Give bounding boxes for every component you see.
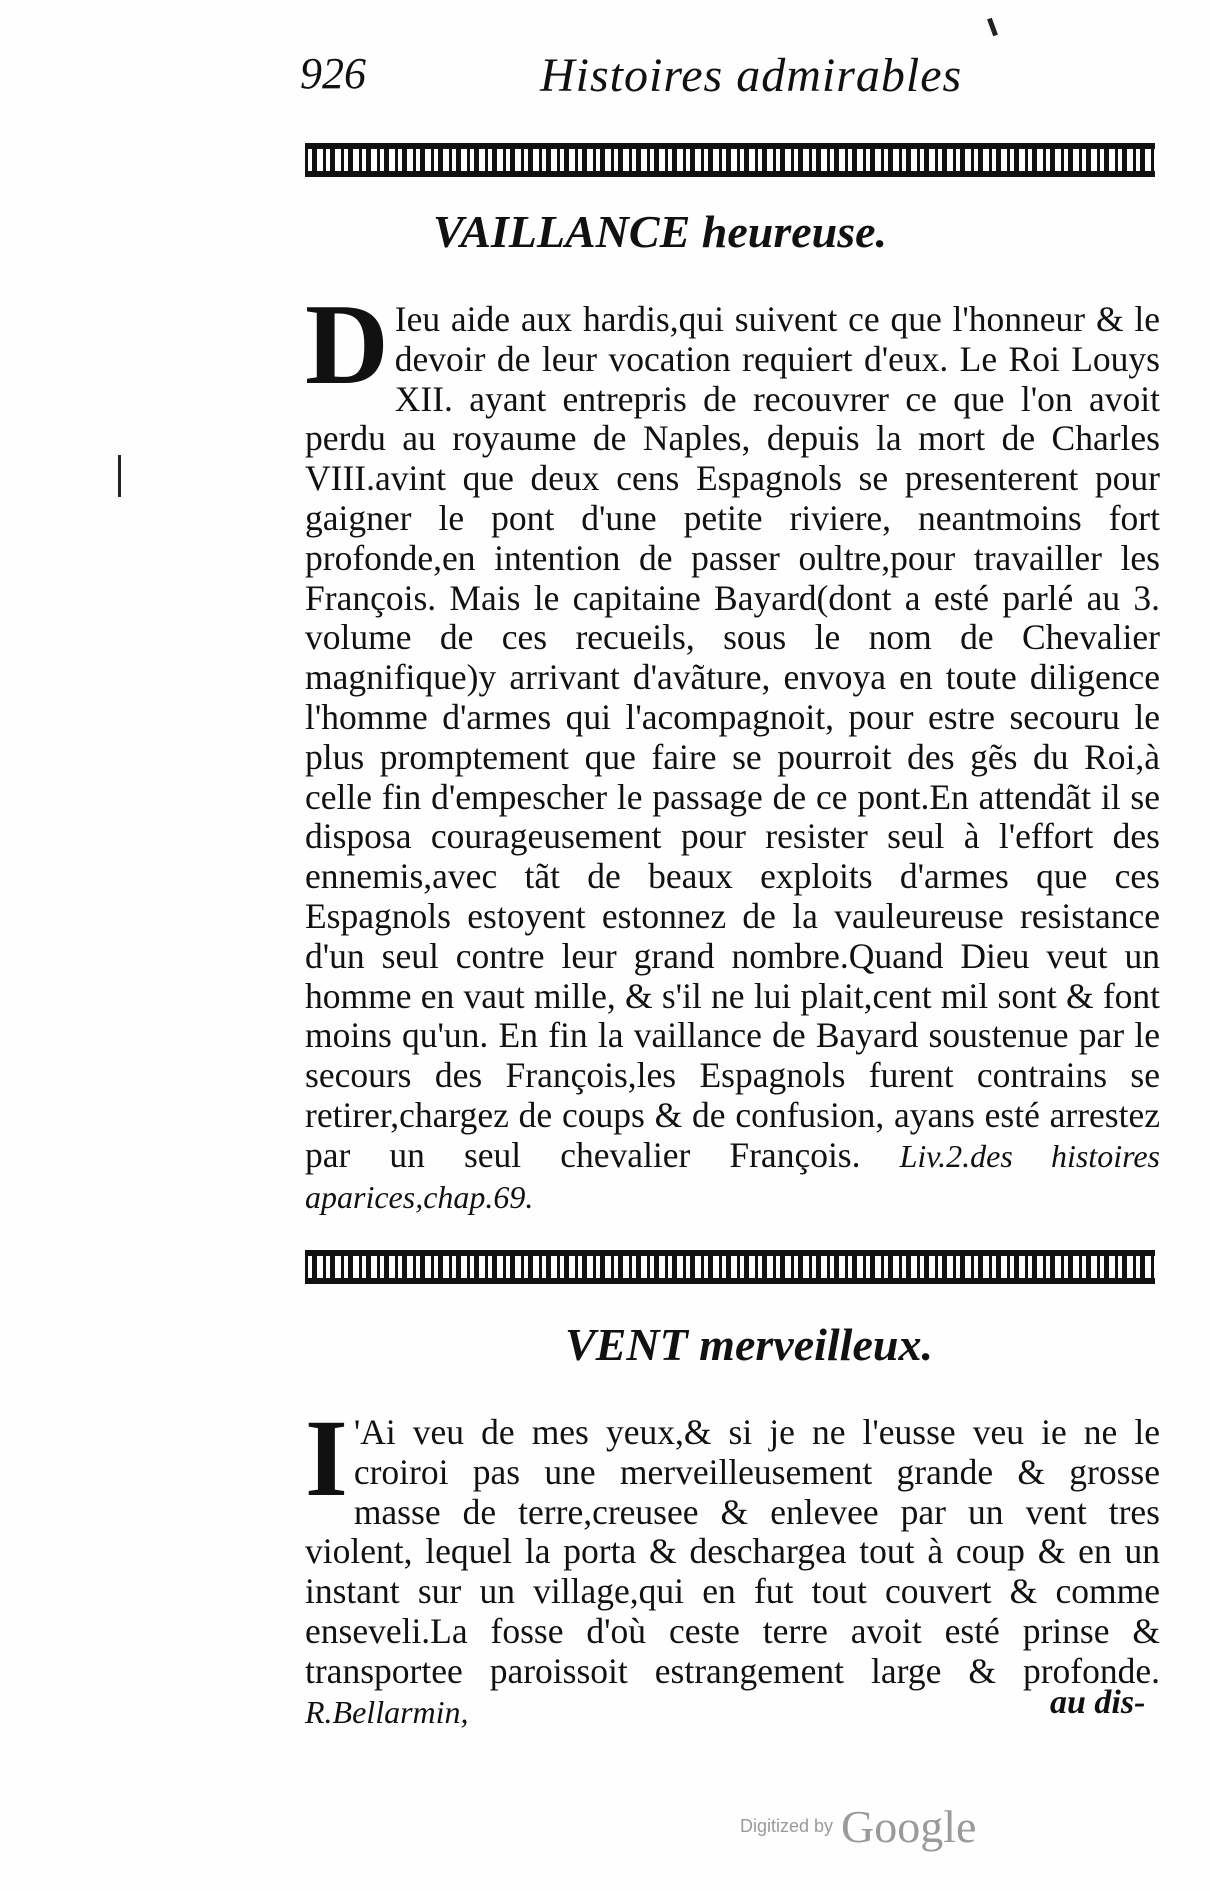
watermark-digitized-text: Digitized by — [740, 1816, 834, 1836]
catchword: au dis- — [1050, 1684, 1146, 1721]
citation: Liv.2.des histoires aparices,chap.69. — [305, 1137, 1161, 1215]
section-title-vaillance: VAILLANCE heureuse. — [432, 206, 888, 257]
margin-mark — [118, 455, 121, 497]
page-header — [300, 48, 1140, 108]
digitized-watermark — [740, 1800, 976, 1853]
ornamental-band-top — [305, 143, 1155, 177]
section-title-vent: VENT merveilleux. — [565, 1319, 933, 1370]
ornamental-band-middle — [305, 1250, 1155, 1284]
paragraph-text: 'Ai veu de mes yeux,& si je ne l'eusse veu ie ne le croiroi pas une merveilleusement grande & grosse masse de terre,creusee & enlevee par un vent tres violent, lequel la porta & deschargea tout à coup & en un instant sur un village,qui en fut tout couvert & comme enseveli.La fosse d'où ceste terre avoit esté prinse & transportee paroissoit estrangement large & profonde. — [305, 1412, 1160, 1691]
stray-mark — [987, 18, 998, 37]
citation: R.Bellarmin, — [305, 1693, 469, 1730]
drop-cap: I — [305, 1397, 348, 1519]
section-body-vaillance — [305, 281, 1161, 1217]
running-title: Histoires admirables — [540, 49, 963, 102]
watermark-brand: Google — [841, 1801, 977, 1852]
drop-cap: D — [305, 281, 389, 409]
section-body-vent — [305, 1397, 1160, 1732]
page-number: 926 — [300, 49, 366, 98]
paragraph-text: Ieu aide aux hardis,qui suivent ce que l'honneur & le devoir de leur vocation requiert d'eux. Le Roi Louys XII. ayant entrepris de recouvrer ce que l'on avoit perdu au royaume de Naples, depuis la mort de Charles VIII.avint que deux cens Espagnols se presenterent pour gaigner le pont d'une petite riviere, neantmoins fort profonde,en intention de passer oultre,pour travailler les François. Mais le capitaine Bayard(dont a esté parlé au 3. volume de ces recueils, sous le nom de Chevalier magnifique)y arrivant d'avãture, envoya en toute diligence l'homme d'armes qui l'acompagnoit, pour estre secouru le plus promptement que faire se pourroit des gẽs du Roi,à celle fin d'empescher le passage de ce pont.En attendãt il se disposa courageusement pour resister seul à l'effort des ennemis,avec tãt de beaux exploits d'armes que ces Espagnols estoyent estonnez de la vauleureuse resistance d'un seul contre leur grand nombre.Quand Dieu veut un homme en vaut mille, & s'il ne lui plait,cent mil sont & font moins qu'un. En fin la vaillance de Bayard soustenue par le secours des François,les Espagnols furent contrains se retirer,chargez de coups & de confusion, ayans esté arrestez par un seul chevalier François. — [305, 299, 1160, 1175]
